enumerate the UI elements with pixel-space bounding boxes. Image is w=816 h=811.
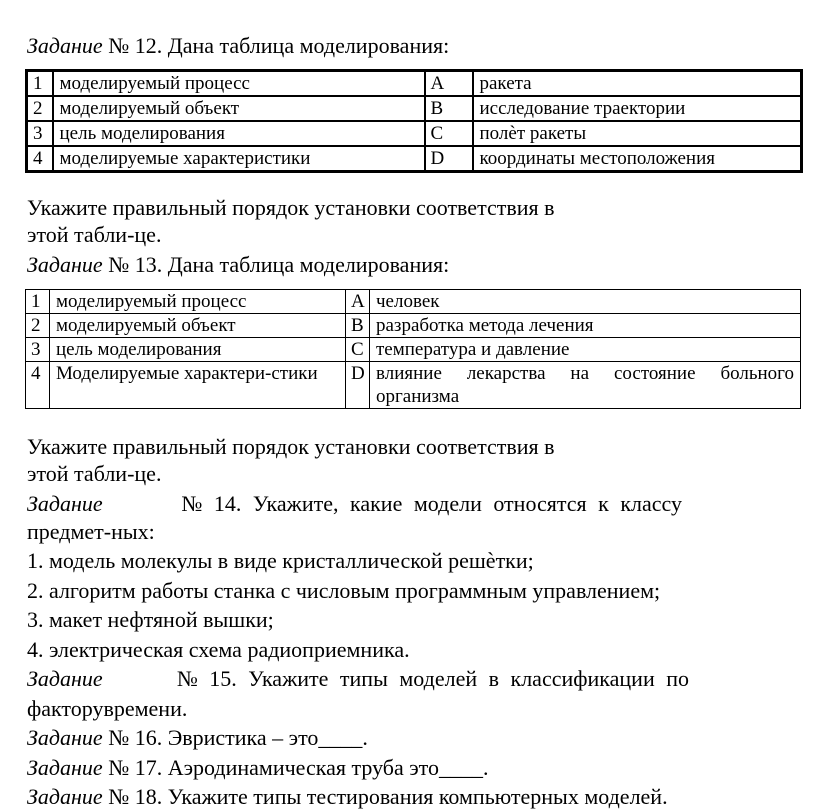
row-left-cell: моделируемый процесс bbox=[50, 290, 346, 314]
task13-instruction-line2: этой табли-це. bbox=[27, 461, 162, 486]
list-item: 3. макет нефтяной вышки; bbox=[27, 607, 274, 632]
row-letter: C bbox=[346, 338, 370, 362]
table-row bbox=[27, 146, 802, 172]
table-row bbox=[26, 338, 801, 362]
task12-heading bbox=[27, 33, 449, 59]
row-left-cell: моделируемый объект bbox=[53, 96, 425, 121]
row-right-cell: температура и давление bbox=[370, 338, 801, 362]
task15-label: Задание bbox=[27, 666, 103, 691]
task13-label: Задание bbox=[27, 252, 103, 277]
row-number: 2 bbox=[27, 96, 53, 121]
task13-instruction-line1 bbox=[27, 434, 651, 460]
row-letter: A bbox=[425, 71, 473, 97]
table-row bbox=[27, 96, 802, 121]
task12-text: № 12. Дана таблица моделирования: bbox=[102, 33, 450, 58]
row-number: 4 bbox=[27, 146, 53, 172]
table-row bbox=[26, 314, 801, 338]
row-number: 3 bbox=[26, 338, 50, 362]
row-letter: A bbox=[346, 290, 370, 314]
row-left-cell: моделируемый процесс bbox=[53, 71, 425, 97]
task13-text: № 13. Дана таблица моделирования: bbox=[102, 252, 450, 277]
table-row bbox=[27, 71, 802, 97]
list-item: 1. модель молекулы в виде кристаллической решѐтки; bbox=[27, 548, 534, 573]
task14-label: Задание bbox=[27, 491, 103, 516]
task12-instruction-line1 bbox=[27, 195, 651, 221]
row-left-cell: цель моделирования bbox=[50, 338, 346, 362]
task14-text-line1: № 14. Укажите, какие модели относятся к классу bbox=[181, 491, 682, 516]
row-number: 3 bbox=[27, 121, 53, 146]
task15-heading bbox=[27, 666, 689, 692]
row-letter: D bbox=[425, 146, 473, 172]
row-right-cell: полѐт ракеты bbox=[473, 121, 802, 146]
row-left-cell: цель моделирования bbox=[53, 121, 425, 146]
instruction-text: Укажите правильный порядок установки соответствия в bbox=[27, 434, 555, 459]
task16-line bbox=[27, 725, 368, 751]
row-number: 2 bbox=[26, 314, 50, 338]
row-number: 1 bbox=[26, 290, 50, 314]
table-row bbox=[27, 121, 802, 146]
task15-text-line2: факторувремени. bbox=[27, 696, 188, 721]
task15-text-line1: № 15. Укажите типы моделей в классификации по bbox=[176, 666, 689, 691]
task18-line bbox=[27, 784, 668, 810]
task17-label: Задание bbox=[27, 755, 103, 780]
list-item: 2. алгоритм работы станка с числовым программным управлением; bbox=[27, 578, 661, 603]
instruction-text: Укажите правильный порядок установки соответствия в bbox=[27, 195, 555, 220]
task16-label: Задание bbox=[27, 725, 103, 750]
row-right-cell: разработка метода лечения bbox=[370, 314, 801, 338]
task16-text: № 16. Эвристика – это____. bbox=[102, 725, 368, 750]
task14-heading bbox=[27, 491, 682, 517]
list-item: 4. электрическая схема радиоприемника. bbox=[27, 637, 410, 662]
task12-instruction-line2: этой табли-це. bbox=[27, 222, 162, 247]
table-row bbox=[26, 362, 801, 409]
row-left-cell: Моделируемые характери-стики bbox=[50, 362, 346, 409]
row-right-cell: координаты местоположения bbox=[473, 146, 802, 172]
task18-label: Задание bbox=[27, 784, 103, 809]
row-right-cell: влияние лекарства на состояние больного организма bbox=[370, 362, 801, 409]
task18-text: № 18. Укажите типы тестирования компьютерных моделей. bbox=[102, 784, 668, 809]
table-row bbox=[26, 290, 801, 314]
task12-label: Задание bbox=[27, 33, 103, 58]
row-right-cell: исследование траектории bbox=[473, 96, 802, 121]
task13-heading bbox=[27, 252, 449, 278]
row-letter: B bbox=[425, 96, 473, 121]
row-right-cell: человек bbox=[370, 290, 801, 314]
task14-text-line2: предмет-ных: bbox=[27, 519, 155, 544]
row-left-cell: моделируемый объект bbox=[50, 314, 346, 338]
row-letter: B bbox=[346, 314, 370, 338]
row-right-cell: ракета bbox=[473, 71, 802, 97]
row-letter: C bbox=[425, 121, 473, 146]
row-left-cell: моделируемые характеристики bbox=[53, 146, 425, 172]
row-letter: D bbox=[346, 362, 370, 409]
task17-line bbox=[27, 755, 489, 781]
task17-text: № 17. Аэродинамическая труба это____. bbox=[102, 755, 489, 780]
task12-table bbox=[25, 69, 803, 173]
row-number: 1 bbox=[27, 71, 53, 97]
task13-table bbox=[25, 289, 801, 409]
row-number: 4 bbox=[26, 362, 50, 409]
